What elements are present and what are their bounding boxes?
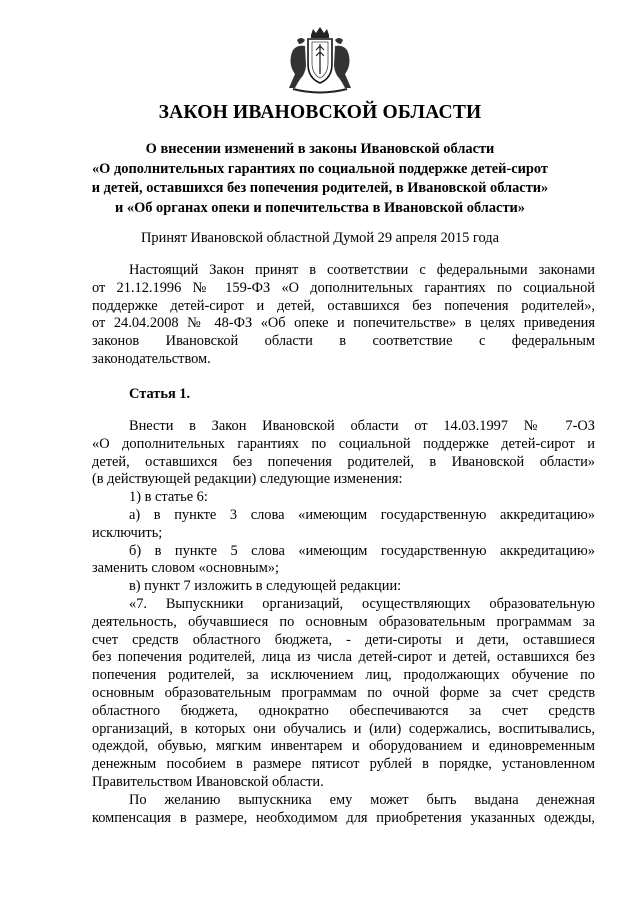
text-line: в) пункт 7 изложить в следующей редакции:: [129, 578, 402, 595]
text-line: от 21.12.1996 № 159-ФЗ «О дополнительных гарантиях по социальной: [92, 279, 595, 296]
text-line: деятельность, обучавшиеся по основным образовательным программам за: [92, 613, 595, 630]
text-line: а) в пункте 3 слова «имеющим государственную аккредитацию»: [129, 506, 595, 523]
article-heading: Статья 1.: [129, 386, 191, 402]
text-line: Настоящий Закон принят в соответствии с федеральными законами: [129, 262, 595, 278]
text-line: «7. Выпускники организаций, осуществляющих образовательную: [129, 595, 595, 612]
text-line: основным образовательным программам по очной форме за счет средств: [92, 684, 595, 701]
subtitle-line: «О дополнительных гарантиях по социальной поддержке детей-сирот: [91, 160, 548, 177]
text-line: Правительством Ивановской области.: [92, 773, 324, 790]
law-subtitle: [60, 140, 580, 218]
subtitle-line: О внесении изменений в законы Ивановской области: [145, 141, 495, 157]
text-line: денежным пособием в размере пятисот рублей в порядке, установленном: [92, 756, 595, 773]
text-line: 1) в статье 6:: [129, 489, 208, 506]
emblem: [0, 26, 640, 96]
text-line: от 24.04.2008 № 48-ФЗ «Об опеке и попечительстве» в целях приведения: [92, 315, 595, 332]
text-line: Внести в Закон Ивановской области от 14.03.1997 № 7-ОЗ: [129, 418, 595, 434]
preamble-paragraph: [92, 262, 595, 369]
law-title: ЗАКОН ИВАНОВСКОЙ ОБЛАСТИ: [158, 102, 482, 123]
text-line: исключить;: [92, 524, 163, 541]
subtitle-line: и «Об органах опеки и попечительства в Ивановской области»: [114, 199, 526, 216]
subtitle-line: и детей, оставшихся без попечения родителей, в Ивановской области»: [91, 180, 549, 196]
text-line: детей, оставшихся без попечения родителей, в Ивановской области»: [92, 453, 595, 470]
text-line: (в действующей редакции) следующие изменения:: [92, 471, 403, 488]
text-line: одеждой, обувью, мягким инвентарем и оборудованием и единовременным: [92, 738, 595, 755]
article-body: [92, 418, 595, 827]
text-line: «О дополнительных гарантиях по социальной поддержке детей-сирот и: [92, 435, 595, 452]
text-line: организаций, в которых они обучались и (или) содержались, воспитывались,: [92, 720, 595, 737]
text-line: заменить словом «основным»;: [92, 560, 280, 577]
text-line: б) в пункте 5 слова «имеющим государственную аккредитацию»: [129, 542, 595, 559]
text-line: попечения родителей, за исключением лиц, продолжающих обучение по: [92, 667, 595, 684]
text-line: поддержке детей-сирот и детей, оставшихся без попечения родителей»,: [92, 297, 595, 314]
text-line: компенсация в размере, необходимом для приобретения указанных одежды,: [92, 809, 595, 826]
text-line: законов Ивановской области в соответствие с федеральным: [92, 333, 595, 350]
adoption-line: Принят Ивановской областной Думой 29 апреля 2015 года: [141, 230, 499, 246]
text-line: По желанию выпускника ему может быть выдана денежная: [129, 791, 595, 808]
text-line: законодательством.: [92, 350, 211, 367]
text-line: без попечения родителей, лица из числа детей-сирот и детей, оставшихся без: [92, 649, 595, 666]
text-line: областного бюджета, однократно обеспечиваются за счет средств: [92, 702, 595, 719]
text-line: счет средств областного бюджета, - дети-сироты и дети, оставшиеся: [92, 631, 595, 648]
coat-of-arms-icon: [283, 26, 357, 96]
